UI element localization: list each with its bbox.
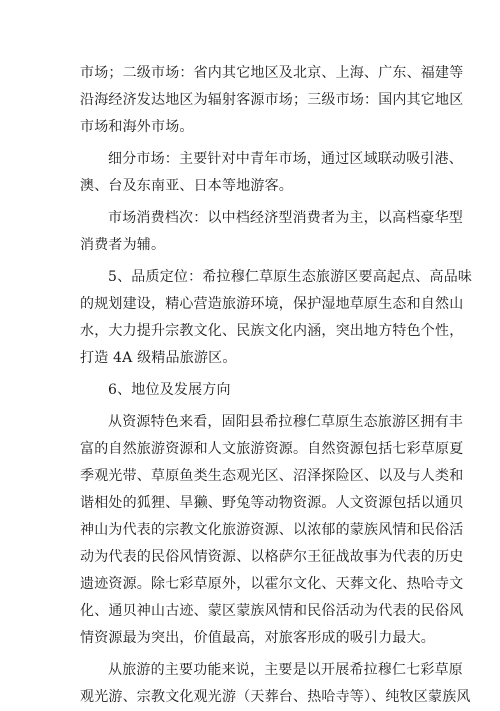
text-line: 神山为代表的宗教文化旅游资源、以浓郁的蒙族风情和民俗活: [80, 522, 464, 538]
text-line: 细分市场：主要针对中青年市场，通过区域联动吸引港、: [108, 151, 463, 167]
text-line: 谐相处的狐狸、旱獭、野兔等动物资源。人文资源包括以通贝: [80, 495, 464, 511]
text-line: 5、品质定位：希拉穆仁草原生态旅游区要高起点、高品味: [108, 269, 473, 285]
text-line: 市场和海外市场。: [80, 119, 194, 135]
text-line: 6、地位及发展方向: [108, 382, 231, 398]
text-line: 化、通贝神山古迹、蒙区蒙族风情和民俗活动为代表的民俗风: [80, 603, 464, 619]
text-line: 市场；二级市场：省内其它地区及北京、上海、广东、福建等: [80, 65, 464, 81]
text-line: 澳、台及东南亚、日本等地游客。: [80, 178, 293, 194]
text-line: 打造 4A 级精品旅游区。: [80, 350, 237, 366]
text-line: 消费者为辅。: [80, 237, 166, 253]
text-line: 遗迹资源。除七彩草原外，以霍尔文化、天葬文化、热哈寺文: [80, 576, 464, 592]
text-line: 富的自然旅游资源和人文旅游资源。自然资源包括七彩草原夏: [80, 441, 464, 457]
text-line: 从旅游的主要功能来说，主要是以开展希拉穆仁七彩草原: [108, 662, 463, 678]
document-body: [80, 60, 473, 711]
text-line: 观光游、宗教文化观光游（天葬台、热哈寺等）、纯牧区蒙族风: [80, 689, 471, 705]
text-line: 的规划建设，精心营造旅游环境，保护湿地草原生态和自然山: [80, 296, 464, 312]
text-line: 从资源特色来看，固阳县希拉穆仁草原生态旅游区拥有丰: [108, 414, 463, 430]
text-line: 沿海经济发达地区为辐射客源市场；三级市场：国内其它地区: [80, 92, 464, 108]
text-line: 季观光带、草原鱼类生态观光区、沼泽探险区、以及与人类和: [80, 468, 464, 484]
text-line: 情资源最为突出，价值最高，对旅客形成的吸引力最大。: [80, 630, 435, 646]
text-line: 市场消费档次：以中档经济型消费者为主，以高档豪华型: [108, 210, 463, 226]
text-line: 动为代表的民俗风情资源、以格萨尔王征战故事为代表的历史: [80, 549, 464, 565]
text-line: 水，大力提升宗教文化、民族文化内涵，突出地方特色个性，: [80, 323, 464, 339]
